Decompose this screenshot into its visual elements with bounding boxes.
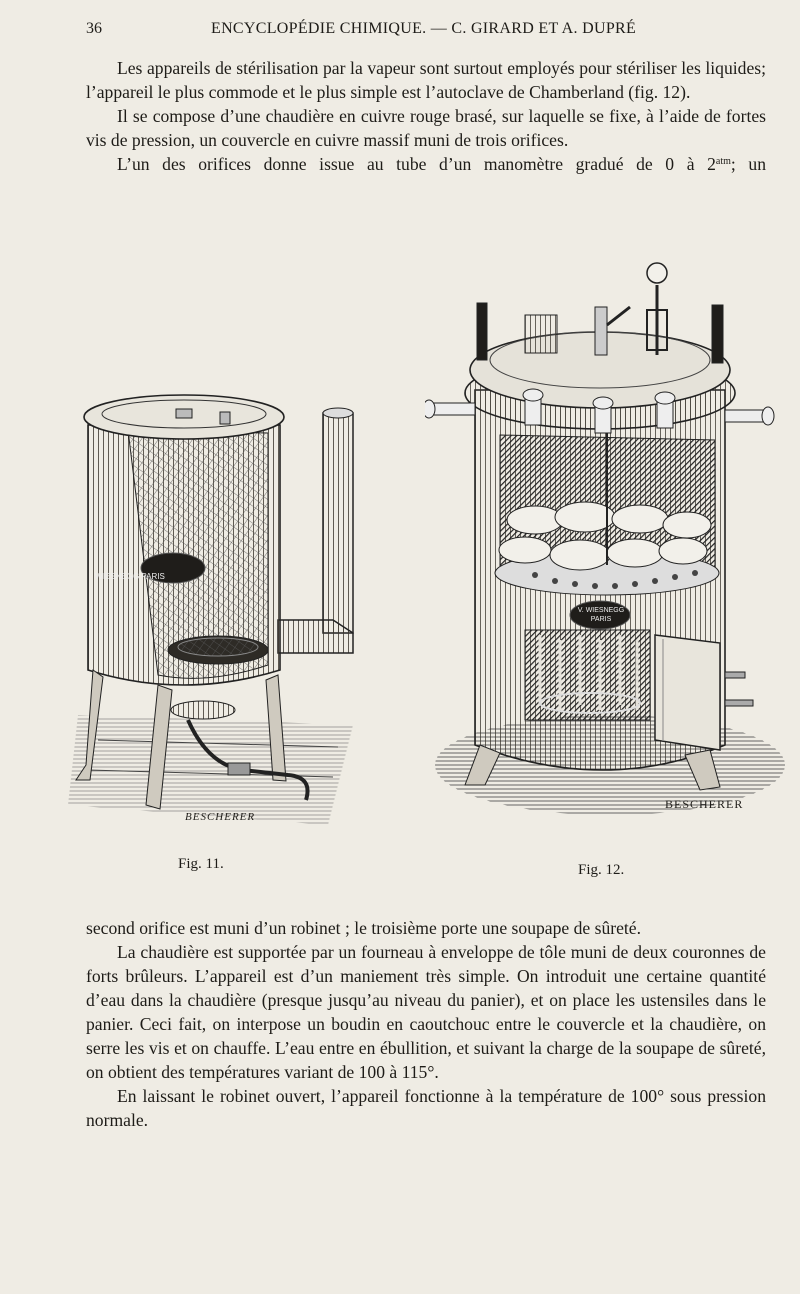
page-number: 36 <box>86 20 102 37</box>
figure-12-illustration <box>425 255 790 830</box>
bottom-text-block <box>86 916 766 1132</box>
figure-11-illustration <box>68 385 368 840</box>
page-header <box>86 20 764 44</box>
figure-11-caption: Fig. 11. <box>178 856 224 872</box>
paragraph: Les appareils de stérilisation par la vapeur sont surtout employés pour stériliser les liquides; l’appareil le plus commode et le plus simple est l’autoclave de Chamberland (fig. 12). <box>86 58 766 102</box>
fig12-signature: BESCHERER <box>665 797 744 811</box>
fig11-nameplate: WIESNEGG PARIS <box>95 572 165 581</box>
fig11-signature: BESCHERER <box>185 811 256 823</box>
running-title: ENCYCLOPÉDIE CHIMIQUE. — C. GIRARD ET A. DUPRÉ <box>211 20 637 37</box>
superscript-unit: atm <box>715 156 731 167</box>
paragraph: En laissant le robinet ouvert, l’appareil fonctionne à la température de 100° sous pression normale. <box>86 1086 766 1130</box>
top-text-block <box>86 56 766 176</box>
paragraph-continued: second orifice est muni d’un robinet ; le troisième porte une soupape de sûreté. <box>86 918 642 938</box>
figure-12-caption: Fig. 12. <box>578 862 625 878</box>
paragraph: Il se compose d’une chaudière en cuivre rouge brasé, sur laquelle se fixe, à l’aide de fortes vis de pression, un couvercle en cuivre massif muni de trois orifices. <box>86 106 766 150</box>
fig12-nameplate: V. WIESNEGG PARIS <box>577 607 625 623</box>
paragraph: La chaudière est supportée par un fourneau à enveloppe de tôle muni de deux couronnes de forts brûleurs. L’appareil est d’un maniement très simple. On introduit une certaine quantité d’eau dans la chaudière (presque jusqu’au niveau du panier), et on place les ustensiles dans le panier. Ceci fait, on interpose un boudin en caoutchouc entre le couvercle et la chaudière, on serre les vis et on chauffe. L’eau entre en ébullition, et suivant la charge de la soupape de sûreté, on obtient des températures variant de 100 à 115°. <box>86 942 766 1082</box>
paragraph-continued: L’un des orifices donne issue au tube d’un manomètre gradué de 0 à $2^{atm}$; un <box>117 154 766 174</box>
